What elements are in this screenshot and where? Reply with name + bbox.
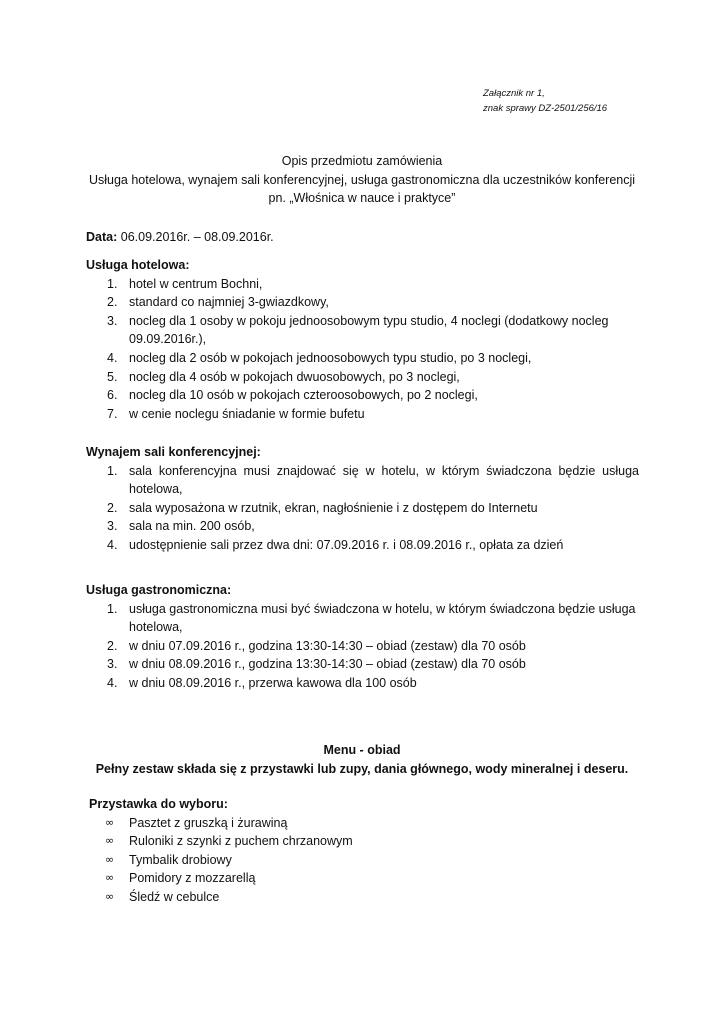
list-item	[86, 462, 639, 499]
list-item	[86, 386, 639, 405]
infinity-bullet-icon: ∞	[105, 834, 115, 848]
list-item	[86, 637, 639, 656]
list-item	[89, 832, 639, 851]
item-text: hotel w centrum Bochni,	[129, 276, 263, 291]
list-item	[86, 275, 639, 294]
item-number: 2.	[107, 638, 118, 653]
infinity-bullet-icon: ∞	[105, 815, 115, 829]
item-text: sala na min. 200 osób,	[129, 519, 255, 534]
list-item	[86, 368, 639, 387]
section-heading: Usługa gastronomiczna:	[86, 583, 232, 597]
item-number: 5.	[107, 369, 118, 384]
item-text: nocleg dla 1 osoby w pokoju jednoosobowym typu studio, 4 noclegi (dodatkowy nocleg 09.09.2016r.),	[129, 313, 609, 347]
bullet-list	[89, 814, 639, 907]
title-line-1: Opis przedmiotu zamówienia	[281, 154, 443, 168]
annex-note	[483, 87, 607, 116]
item-number: 3.	[107, 657, 118, 672]
annex-number: Załącznik nr 1,	[483, 88, 545, 99]
list-item	[89, 888, 639, 907]
infinity-bullet-icon: ∞	[105, 852, 115, 866]
item-text: nocleg dla 10 osób w pokojach czteroosobowych, po 2 noclegi,	[129, 388, 478, 403]
title-line-2: Usługa hotelowa, wynajem sali konferencyjnej, usługa gastronomiczna dla uczestników konferencji	[88, 172, 636, 187]
numbered-list	[86, 600, 639, 693]
document-title	[86, 152, 638, 208]
item-number: 2.	[107, 500, 118, 515]
item-number: 6.	[107, 388, 118, 403]
list-item	[89, 814, 639, 833]
menu-header	[86, 741, 638, 778]
list-item	[89, 851, 639, 870]
list-item	[86, 600, 639, 637]
section-heading: Usługa hotelowa:	[86, 258, 190, 272]
item-text: w dniu 08.09.2016 r., przerwa kawowa dla 100 osób	[129, 675, 417, 690]
infinity-bullet-icon: ∞	[105, 871, 115, 885]
item-number: 7.	[107, 406, 118, 421]
hotel-section	[86, 256, 639, 423]
item-text: nocleg dla 2 osób w pokojach jednoosobowych typu studio, po 3 noclegi,	[129, 350, 532, 365]
item-text: sala wyposażona w rzutnik, ekran, nagłośnienie i z dostępem do Internetu	[129, 500, 538, 515]
item-number: 1.	[107, 601, 118, 616]
list-item	[86, 536, 639, 555]
item-text: standard co najmniej 3-gwiazdkowy,	[129, 295, 329, 310]
conference-hall-section	[86, 443, 639, 555]
item-text: udostępnienie sali przez dwa dni: 07.09.2016 r. i 08.09.2016 r., opłata za dzień	[129, 537, 564, 552]
list-item	[86, 312, 639, 349]
item-text: Ruloniki z szynki z puchem chrzanowym	[129, 834, 353, 849]
date-value: 06.09.2016r. – 08.09.2016r.	[117, 230, 274, 244]
item-number: 4.	[107, 675, 118, 690]
case-reference: znak sprawy DZ-2501/256/16	[483, 102, 608, 114]
item-number: 4.	[107, 350, 118, 365]
list-item	[86, 349, 639, 368]
item-text: sala konferencyjna musi znajdować się w hotelu, w którym świadczona będzie usługa hotelowa,	[129, 463, 639, 497]
item-number: 3.	[107, 519, 118, 534]
list-item	[86, 405, 639, 424]
item-text: nocleg dla 4 osób w pokojach dwuosobowych, po 3 noclegi,	[129, 369, 460, 384]
gastronomy-section	[86, 581, 639, 693]
item-text: w dniu 07.09.2016 r., godzina 13:30-14:30 – obiad (zestaw) dla 70 osób	[129, 638, 526, 653]
list-item	[89, 869, 639, 888]
title-line-3: pn. „Włośnica w nauce i praktyce”	[268, 191, 456, 206]
list-item	[86, 655, 639, 674]
numbered-list	[86, 462, 639, 555]
item-text: usługa gastronomiczna musi być świadczona w hotelu, w którym świadczona będzie usługa hotelowa,	[129, 601, 636, 635]
menu-subtitle: Pełny zestaw składa się z przystawki lub zupy, dania głównego, wody mineralnej i deseru.	[95, 761, 629, 776]
list-item	[86, 674, 639, 693]
section-heading: Przystawka do wyboru:	[89, 797, 228, 811]
item-number: 3.	[107, 313, 118, 328]
starter-section	[89, 795, 639, 907]
item-number: 2.	[107, 295, 118, 310]
list-item	[86, 499, 639, 518]
item-number: 1.	[107, 276, 118, 291]
item-number: 4.	[107, 537, 118, 552]
item-text: Śledź w cebulce	[129, 889, 220, 904]
menu-title: Menu - obiad	[323, 743, 401, 757]
item-text: Tymbalik drobiowy	[129, 852, 232, 867]
item-text: Pomidory z mozzarellą	[129, 871, 256, 886]
item-text: Pasztet z gruszką i żurawiną	[129, 815, 288, 830]
item-text: w dniu 08.09.2016 r., godzina 13:30-14:30 – obiad (zestaw) dla 70 osób	[129, 657, 526, 672]
list-item	[86, 293, 639, 312]
item-text: w cenie noclegu śniadanie w formie bufetu	[129, 406, 365, 421]
date-line	[86, 228, 639, 247]
list-item	[86, 517, 639, 536]
item-number: 1.	[107, 463, 118, 478]
date-label: Data:	[86, 230, 118, 244]
numbered-list	[86, 275, 639, 424]
section-heading: Wynajem sali konferencyjnej:	[86, 445, 261, 459]
infinity-bullet-icon: ∞	[105, 889, 115, 903]
